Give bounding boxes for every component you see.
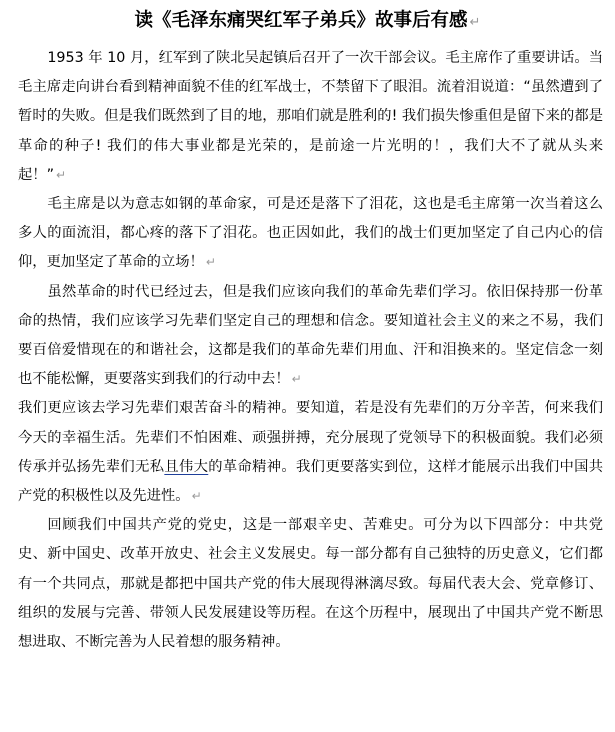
document-body[interactable]: [18, 44, 603, 657]
paragraph-3-text: 虽然革命的时代已经过去，但是我们应该向我们的革命先辈们学习。依旧保持那一份革命的热情，我们应该学习先辈们坚定自己的理想和信念。要知道社会主义的来之不易，我们要百倍爱惜现在的和谐社会，这都是我们的革命先辈们用血、汗和泪换来的。坚定信念一刻也不能松懈，更要落实到我们的行动中去！: [18, 283, 603, 388]
title-text: 读《毛泽东痛哭红军子弟兵》故事后有感: [134, 10, 468, 31]
paragraph-mark-icon: ↵: [469, 15, 481, 30]
paragraph-1-text: 1953 年 10 月，红军到了陕北吴起镇后召开了一次干部会议。毛主席作了重要讲话。当毛主席走向讲台看到精神面貌不佳的红军战士，不禁留下了眼泪。流着泪说道：“虽然遭到了暂时的失败。但是我们既然到了目的地，那咱们就是胜利的! 我们损失惨重但是留下来的都是革命的种子! 我们的伟大事业都是光荣的，是前途一片光明的！，我们大不了就从头来起！”: [18, 50, 603, 183]
paragraph-3: [18, 278, 603, 395]
paragraph-4-text-after: 的革命精神。我们更要落实到位，这样才能展示出我们中国共产党的积极性以及先进性。: [18, 458, 604, 505]
paragraph-5-text: 回顾我们中国共产党的党史，这是一部艰辛史、苦难史。可分为以下四部分：中共党史、新中国史、改革开放史、社会主义发展史。每一部分都有自己独特的历史意义，它们都有一个共同点，那就是都把中国共产党的伟大展现得淋漓尽致。每届代表大会、党章修订、组织的发展与完善、带领人民发展建设等历程。在这个历程中，展现出了中国共产党不断思想进取、不断完善为人民着想的服务精神。: [18, 517, 603, 651]
paragraph-2: [18, 190, 603, 278]
paragraph-mark-icon: ↵: [191, 489, 202, 504]
underlined-phrase: 且伟大: [164, 458, 209, 475]
paragraph-mark-icon: ↵: [56, 167, 67, 182]
paragraph-1: [18, 44, 603, 190]
document-title: [0, 8, 615, 36]
paragraph-5: [18, 511, 603, 657]
paragraph-mark-icon: ↵: [291, 372, 302, 387]
paragraph-4-text-before: 我们更应该去学习先辈们艰苦奋斗的精神。要知道，若是没有先辈们的万分辛苦，何来我们今天的幸福生活。先辈们不怕困难、顽强拼搏，充分展现了党领导下的积极面貌。我们必须传承并弘扬先辈们无私: [18, 400, 603, 475]
paragraph-4: [18, 394, 603, 511]
paragraph-mark-icon: ↵: [205, 255, 216, 270]
paragraph-2-text: 毛主席是以为意志如钢的革命家，可是还是落下了泪花，这也是毛主席第一次当着这么多人的面流泪，都心疼的落下了泪花。也正因如此，我们的战士们更加坚定了自己内心的信仰，更加坚定了革命的立场！: [18, 196, 603, 271]
